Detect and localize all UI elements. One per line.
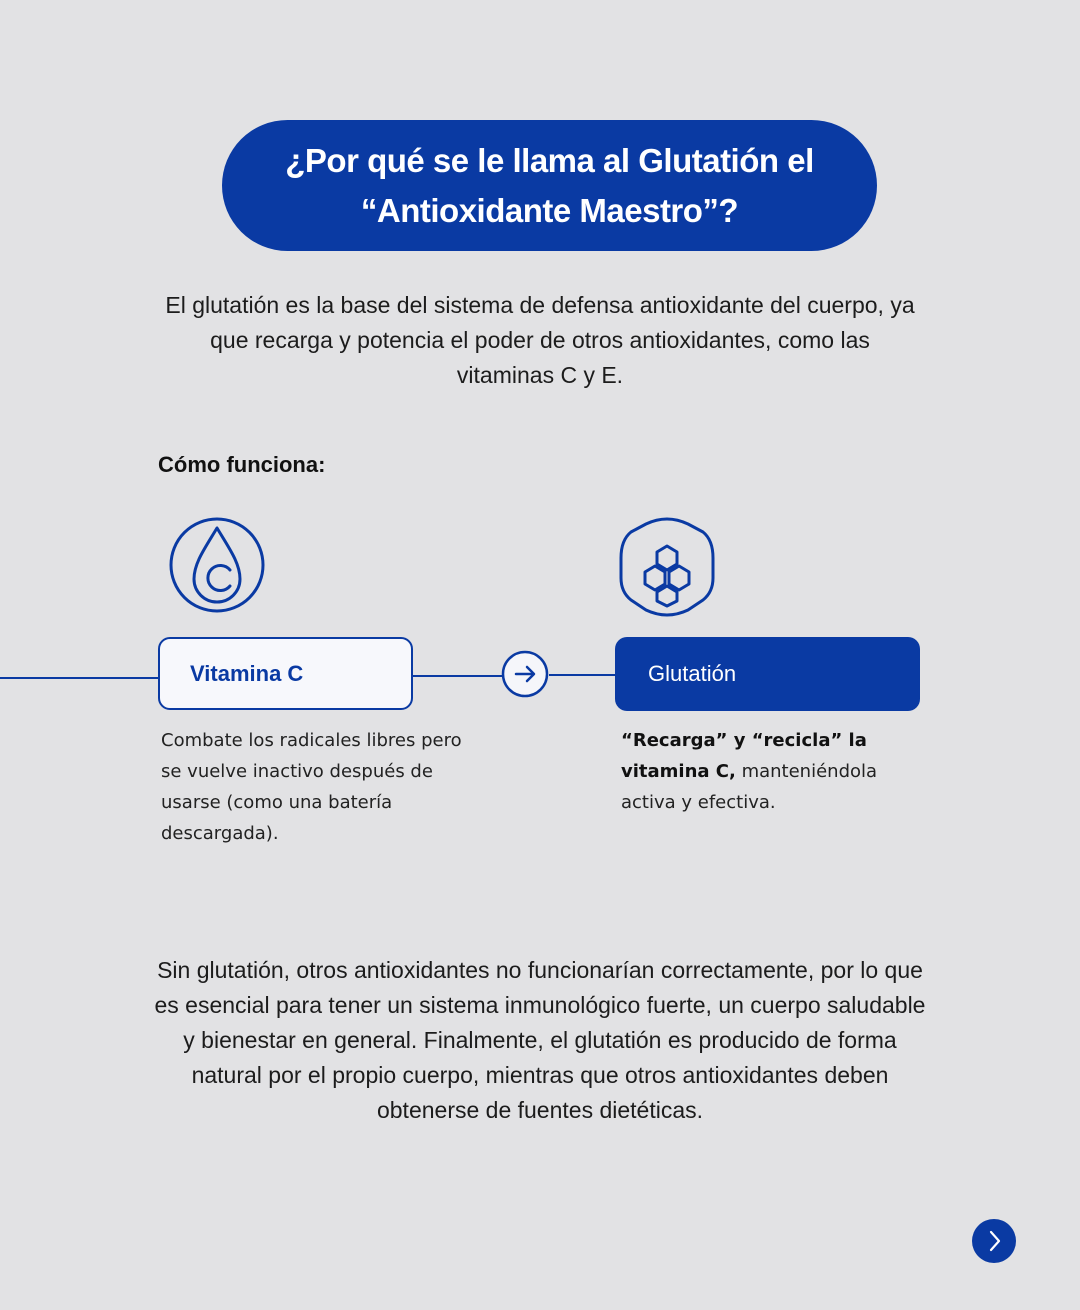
intro-paragraph: El glutatión es la base del sistema de defensa antioxidante del cuerpo, ya que recarga y potencia el poder de otros antioxidantes, como las vitaminas C y E. <box>165 292 915 388</box>
glutathione-description-rest: manteniéndola activa y efectiva. <box>621 761 878 813</box>
arrow-right-icon <box>503 652 547 696</box>
vitamin-c-box <box>158 637 413 710</box>
glutathione-title: Glutatión <box>648 661 737 686</box>
glutathione-box <box>615 637 920 711</box>
hexagon-molecule-icon <box>621 519 713 615</box>
glutathione-description-bold: “Recarga” y “recicla” la vitamina C, <box>621 730 867 782</box>
section-label: Cómo funciona: <box>158 452 326 477</box>
title-banner <box>222 120 877 251</box>
title-line-2: “Antioxidante Maestro”? <box>360 191 739 229</box>
chevron-right-icon <box>982 1229 1006 1253</box>
vitamin-c-drop-icon <box>171 519 263 611</box>
vitamin-c-title: Vitamina C <box>190 660 304 686</box>
title-line-1: ¿Por qué se le llama al Glutatión el <box>285 141 814 179</box>
page-title <box>285 136 813 236</box>
conclusion-paragraph: Sin glutatión, otros antioxidantes no funcionarían correctamente, por lo que es esencial para tener un sistema inmunológico fuerte, un cuerpo saludable y bienestar en general. Finalmente, el glutatión es producido de forma natural por el propio cuerpo, mientras que otros antioxidantes deben obtenerse de fuentes dietéticas. <box>154 957 926 1123</box>
vitamin-c-description: Combate los radicales libres pero se vuelve inactivo después de usarse (como una batería descargada). <box>161 730 462 844</box>
next-button[interactable] <box>972 1219 1016 1263</box>
glutathione-description <box>621 725 921 818</box>
